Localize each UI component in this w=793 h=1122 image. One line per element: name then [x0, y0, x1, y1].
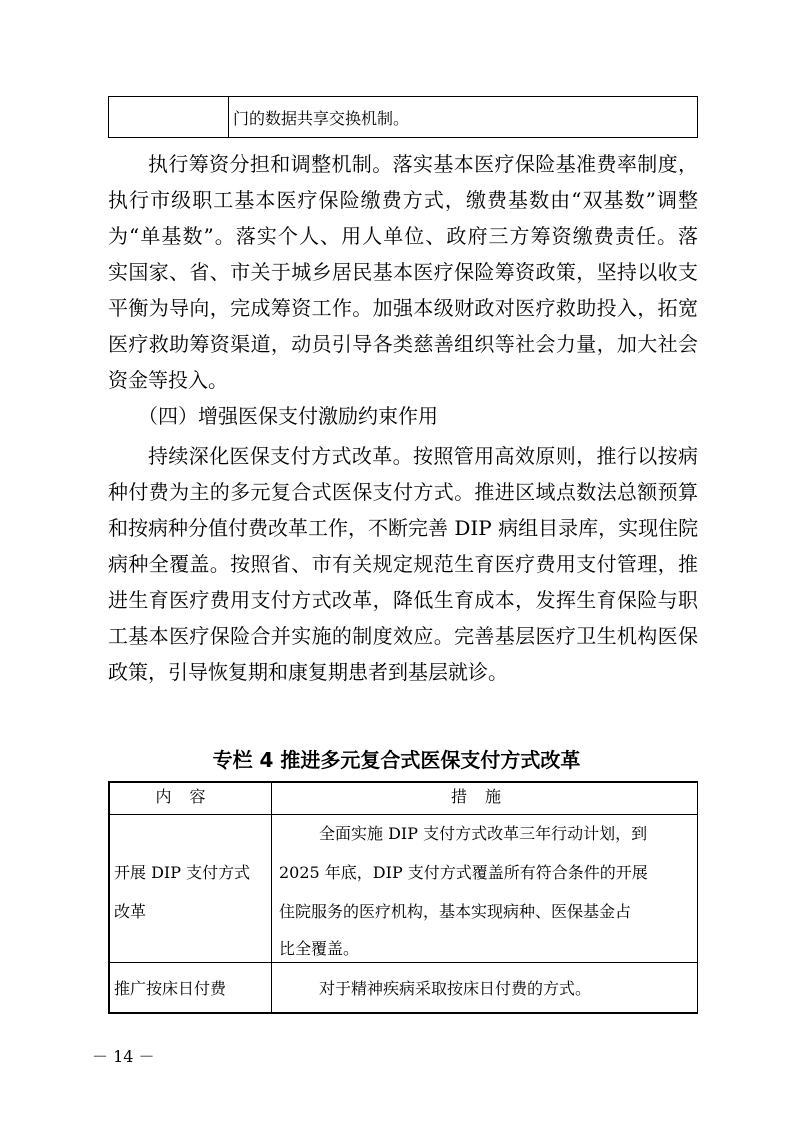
paragraph-line: 政策，引导恢复期和康复期患者到基层就诊。 [108, 660, 508, 684]
paragraph-line: 和按病种分值付费改革工作，不断完善 DIP 病组目录库，实现住院 [108, 516, 699, 540]
paragraph-line: 执行市级职工基本医疗保险缴费方式，缴费基数由“双基数”调整 [108, 188, 698, 212]
page-number: － 14 － [92, 1047, 155, 1066]
table-divider [228, 97, 229, 137]
row1-measure-line: 全面实施 DIP 支付方式改革三年行动计划，到 [319, 824, 648, 843]
box-title: 专栏 4 推进多元复合式医保支付方式改革 [212, 748, 581, 772]
paragraph-line: 执行筹资分担和调整机制。落实基本医疗保险基准费率制度， [148, 152, 698, 176]
row1-measure-line: 住院服务的医疗机构，基本实现病种、医保基金占 [279, 902, 632, 921]
row1-content-line: 开展 DIP 支付方式 [114, 863, 251, 882]
column-divider [271, 781, 272, 1014]
paragraph-line: 病种全覆盖。按照省、市有关规定规范生育医疗费用支付管理，推 [108, 552, 698, 576]
paragraph-line: 种付费为主的多元复合式医保支付方式。推进区域点数法总额预算 [108, 480, 698, 504]
row-divider [108, 962, 698, 963]
row-divider [108, 814, 698, 815]
paragraph-line: 平衡为导向，完成筹资工作。加强本级财政对医疗救助投入，拓宽 [108, 296, 698, 320]
table-border [108, 781, 698, 783]
table-border [108, 781, 110, 1014]
header-content: 内容 [155, 787, 224, 806]
table-cell-text: 门的数据共享交换机制。 [233, 109, 410, 128]
paragraph-line: 持续深化医保支付方式改革。按照管用高效原则，推行以按病 [148, 444, 698, 468]
paragraph-line: 工基本医疗保险合并实施的制度效应。完善基层医疗卫生机构医保 [108, 624, 698, 648]
section-heading: （四）增强医保支付激励约束作用 [138, 404, 438, 428]
paragraph-line: 医疗救助筹资渠道，动员引导各类慈善组织等社会力量，加大社会 [108, 332, 698, 356]
row1-content-line: 改革 [114, 902, 147, 921]
paragraph-line: 进生育医疗费用支付方式改革，降低生育成本，发挥生育保险与职 [108, 588, 698, 612]
paragraph-line: 资金等投入。 [108, 368, 228, 392]
row2-content-line: 推广按床日付费 [114, 979, 227, 998]
header-measures: 措施 [450, 787, 519, 806]
measures-table [108, 781, 698, 1014]
paragraph-line: 为“单基数”。落实个人、用人单位、政府三方筹资缴费责任。落 [108, 224, 698, 248]
row2-measure-line: 对于精神疾病采取按床日付费的方式。 [319, 979, 592, 998]
continuation-table [108, 96, 698, 138]
row1-measure-line: 2025 年底，DIP 支付方式覆盖所有符合条件的开展 [279, 863, 648, 882]
table-border [697, 781, 699, 1014]
paragraph-line: 实国家、省、市关于城乡居民基本医疗保险筹资政策，坚持以收支 [108, 260, 698, 284]
row1-measure-line: 比全覆盖。 [279, 939, 360, 958]
table-border [108, 1012, 698, 1014]
